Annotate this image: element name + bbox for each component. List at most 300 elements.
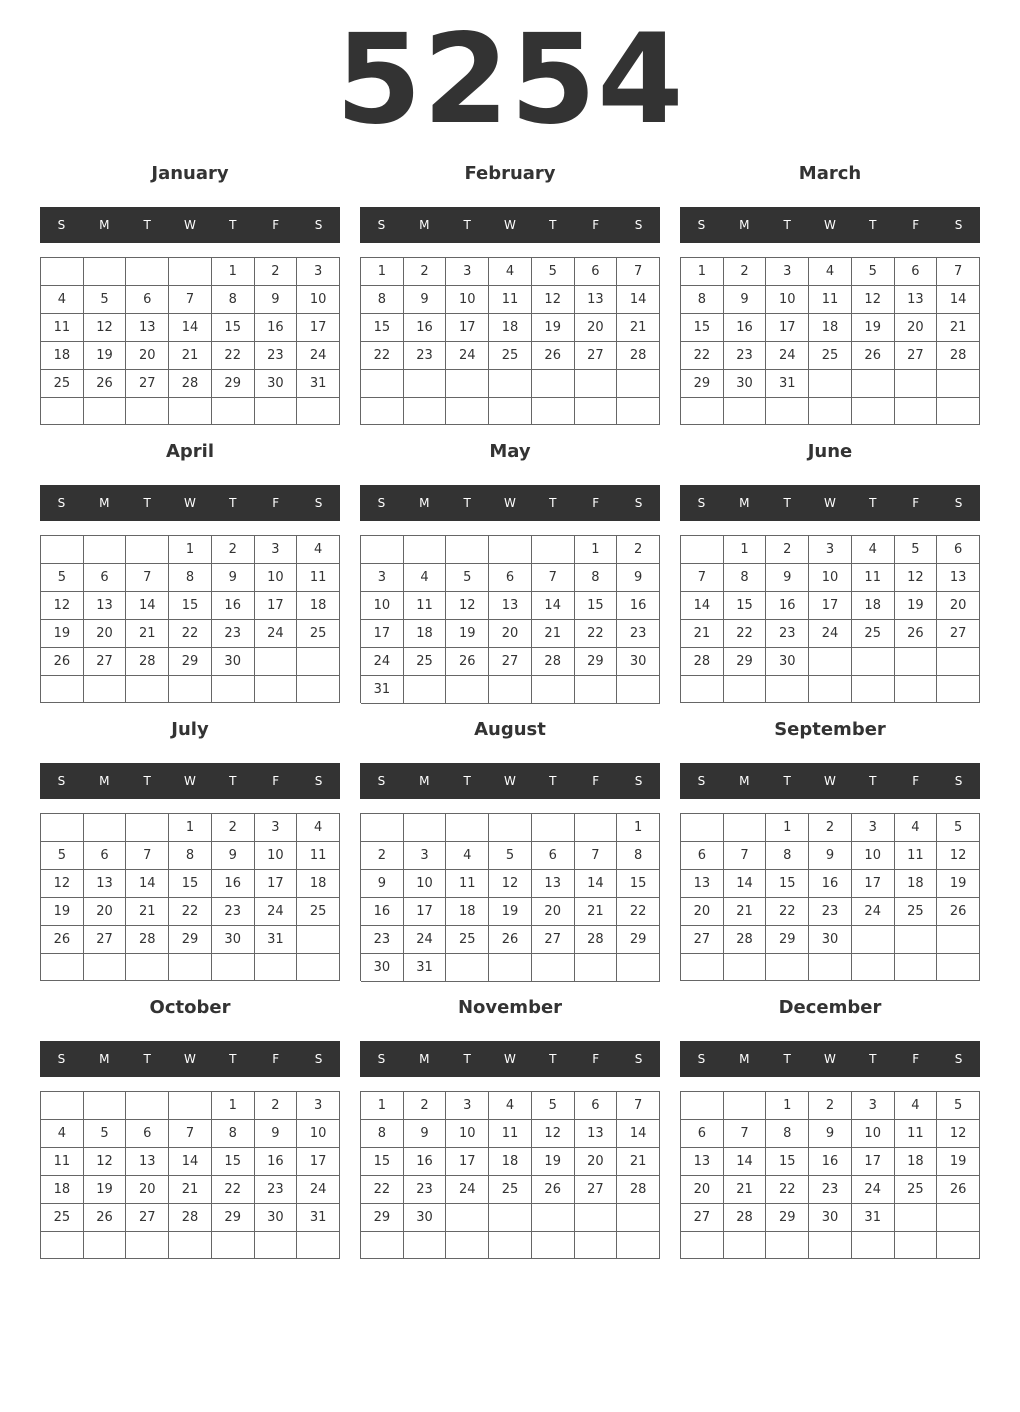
empty-day-cell [489, 814, 532, 842]
month-april [40, 434, 340, 712]
weekday-label: T [783, 774, 791, 788]
weekday-label: T [463, 496, 471, 510]
day-cell: 20 [84, 898, 127, 926]
day-cell: 14 [617, 1120, 660, 1148]
day-cell: 11 [489, 286, 532, 314]
empty-day-cell [84, 398, 127, 425]
month-august [360, 712, 660, 990]
day-cell: 11 [404, 592, 447, 620]
day-cell: 28 [937, 342, 980, 370]
day-cell: 24 [766, 342, 809, 370]
month-march [680, 156, 980, 434]
empty-day-cell [937, 926, 980, 954]
day-cell: 8 [212, 1120, 255, 1148]
day-cell: 24 [852, 1176, 895, 1204]
day-cell: 14 [724, 1148, 767, 1176]
day-cell: 24 [446, 342, 489, 370]
day-cell: 15 [681, 314, 724, 342]
empty-day-cell [937, 398, 980, 425]
day-cell: 12 [41, 592, 84, 620]
day-cell: 25 [809, 342, 852, 370]
empty-day-cell [809, 954, 852, 981]
empty-day-cell [895, 676, 938, 703]
day-grid [360, 535, 660, 703]
day-cell: 7 [169, 286, 212, 314]
day-cell: 29 [169, 926, 212, 954]
day-cell: 9 [724, 286, 767, 314]
weekday-label: F [592, 774, 600, 788]
weekday-label: T [549, 774, 557, 788]
empty-day-cell [84, 676, 127, 703]
day-cell: 3 [852, 1092, 895, 1120]
day-cell: 1 [361, 258, 404, 286]
day-cell: 8 [766, 1120, 809, 1148]
day-cell: 3 [297, 258, 340, 286]
day-cell: 15 [766, 1148, 809, 1176]
weekday-label: W [504, 774, 516, 788]
day-cell: 14 [169, 1148, 212, 1176]
empty-day-cell [766, 954, 809, 981]
weekday-label: W [184, 218, 196, 232]
day-cell: 24 [255, 898, 298, 926]
month-title: February [464, 163, 556, 184]
empty-day-cell [297, 676, 340, 703]
day-cell: 7 [617, 1092, 660, 1120]
empty-day-cell [809, 676, 852, 703]
day-cell: 5 [84, 286, 127, 314]
day-cell: 31 [297, 370, 340, 398]
day-cell: 1 [361, 1092, 404, 1120]
day-cell: 14 [575, 870, 618, 898]
day-cell: 10 [255, 564, 298, 592]
day-cell: 11 [895, 842, 938, 870]
day-grid [40, 535, 340, 703]
day-cell: 29 [724, 648, 767, 676]
day-cell: 14 [532, 592, 575, 620]
day-cell: 11 [41, 314, 84, 342]
day-cell: 14 [937, 286, 980, 314]
empty-day-cell [852, 954, 895, 981]
day-cell: 24 [361, 648, 404, 676]
day-cell: 16 [766, 592, 809, 620]
day-grid [360, 257, 660, 425]
empty-day-cell [297, 1232, 340, 1259]
weekday-label: M [99, 496, 110, 510]
weekday-label: W [184, 774, 196, 788]
day-cell: 17 [404, 898, 447, 926]
weekday-header [360, 1041, 660, 1077]
day-cell: 3 [852, 814, 895, 842]
day-cell: 20 [937, 592, 980, 620]
day-cell: 28 [681, 648, 724, 676]
day-cell: 26 [937, 1176, 980, 1204]
day-cell: 2 [809, 1092, 852, 1120]
empty-day-cell [766, 398, 809, 425]
day-cell: 12 [446, 592, 489, 620]
day-cell: 6 [937, 536, 980, 564]
empty-day-cell [681, 676, 724, 703]
day-cell: 15 [617, 870, 660, 898]
month-june [680, 434, 980, 712]
empty-day-cell [489, 676, 532, 704]
empty-day-cell [41, 536, 84, 564]
weekday-label: S [634, 774, 643, 788]
month-title: December [778, 997, 882, 1018]
weekday-label: T [549, 496, 557, 510]
day-cell: 24 [809, 620, 852, 648]
day-cell: 1 [766, 814, 809, 842]
day-cell: 19 [489, 898, 532, 926]
empty-day-cell [126, 676, 169, 703]
empty-day-cell [41, 1232, 84, 1259]
day-cell: 22 [169, 898, 212, 926]
weekday-label: M [739, 496, 750, 510]
empty-day-cell [532, 1204, 575, 1232]
day-cell: 25 [446, 926, 489, 954]
empty-day-cell [212, 954, 255, 981]
day-cell: 1 [169, 536, 212, 564]
day-cell: 30 [212, 926, 255, 954]
day-cell: 8 [361, 286, 404, 314]
empty-day-cell [895, 398, 938, 425]
empty-day-cell [809, 1232, 852, 1259]
weekday-label: T [463, 1052, 471, 1066]
day-cell: 2 [361, 842, 404, 870]
day-grid [40, 1091, 340, 1259]
day-cell: 7 [724, 842, 767, 870]
empty-day-cell [404, 398, 447, 426]
empty-day-cell [126, 954, 169, 981]
empty-day-cell [297, 954, 340, 981]
weekday-label: S [314, 774, 323, 788]
day-cell: 25 [489, 1176, 532, 1204]
day-cell: 27 [84, 926, 127, 954]
day-cell: 2 [255, 1092, 298, 1120]
day-cell: 8 [766, 842, 809, 870]
day-cell: 30 [809, 1204, 852, 1232]
day-cell: 22 [681, 342, 724, 370]
empty-day-cell [532, 676, 575, 704]
day-grid [360, 813, 660, 981]
day-cell: 23 [766, 620, 809, 648]
day-cell: 9 [809, 1120, 852, 1148]
day-cell: 31 [297, 1204, 340, 1232]
day-cell: 27 [681, 1204, 724, 1232]
day-cell: 1 [681, 258, 724, 286]
day-cell: 2 [766, 536, 809, 564]
day-cell: 13 [84, 592, 127, 620]
day-cell: 5 [895, 536, 938, 564]
day-cell: 22 [361, 1176, 404, 1204]
weekday-label: S [954, 496, 963, 510]
empty-day-cell [126, 814, 169, 842]
month-july [40, 712, 340, 990]
weekday-label: T [229, 1052, 237, 1066]
day-cell: 5 [84, 1120, 127, 1148]
weekday-label: W [824, 218, 836, 232]
empty-day-cell [681, 954, 724, 981]
month-october [40, 990, 340, 1268]
day-cell: 28 [169, 1204, 212, 1232]
day-cell: 7 [617, 258, 660, 286]
day-cell: 16 [617, 592, 660, 620]
weekday-label: S [697, 496, 706, 510]
months-grid [40, 156, 980, 1268]
day-cell: 12 [532, 1120, 575, 1148]
weekday-label: S [697, 774, 706, 788]
weekday-label: S [697, 1052, 706, 1066]
weekday-label: W [504, 496, 516, 510]
day-cell: 24 [255, 620, 298, 648]
day-cell: 28 [126, 926, 169, 954]
empty-day-cell [489, 370, 532, 398]
day-cell: 15 [212, 314, 255, 342]
day-cell: 27 [532, 926, 575, 954]
weekday-label: T [143, 218, 151, 232]
day-cell: 7 [169, 1120, 212, 1148]
day-cell: 15 [575, 592, 618, 620]
day-cell: 27 [575, 342, 618, 370]
empty-day-cell [212, 1232, 255, 1259]
day-cell: 3 [404, 842, 447, 870]
weekday-label: T [869, 1052, 877, 1066]
day-cell: 13 [895, 286, 938, 314]
month-title: August [474, 719, 546, 740]
day-cell: 20 [575, 1148, 618, 1176]
empty-day-cell [895, 1204, 938, 1232]
day-cell: 8 [169, 842, 212, 870]
weekday-header [40, 207, 340, 243]
day-cell: 24 [446, 1176, 489, 1204]
empty-day-cell [297, 398, 340, 425]
month-may [360, 434, 660, 712]
day-cell: 2 [255, 258, 298, 286]
day-cell: 13 [489, 592, 532, 620]
day-cell: 14 [617, 286, 660, 314]
weekday-header [40, 763, 340, 799]
day-cell: 16 [255, 314, 298, 342]
day-cell: 28 [724, 926, 767, 954]
weekday-label: M [419, 774, 430, 788]
day-cell: 5 [532, 258, 575, 286]
empty-day-cell [446, 1204, 489, 1232]
empty-day-cell [617, 1204, 660, 1232]
month-title: September [774, 719, 886, 740]
empty-day-cell [255, 398, 298, 425]
day-cell: 29 [766, 1204, 809, 1232]
empty-day-cell [766, 676, 809, 703]
day-cell: 22 [575, 620, 618, 648]
day-cell: 19 [937, 1148, 980, 1176]
day-cell: 30 [724, 370, 767, 398]
day-cell: 13 [126, 314, 169, 342]
day-grid [680, 1091, 980, 1259]
empty-day-cell [532, 536, 575, 564]
empty-day-cell [446, 536, 489, 564]
day-cell: 18 [852, 592, 895, 620]
day-cell: 13 [937, 564, 980, 592]
day-cell: 11 [895, 1120, 938, 1148]
weekday-label: S [634, 496, 643, 510]
weekday-label: F [272, 496, 280, 510]
day-cell: 5 [532, 1092, 575, 1120]
day-cell: 20 [575, 314, 618, 342]
empty-day-cell [681, 536, 724, 564]
day-cell: 24 [852, 898, 895, 926]
day-cell: 10 [297, 286, 340, 314]
day-cell: 3 [255, 536, 298, 564]
day-cell: 29 [681, 370, 724, 398]
day-cell: 13 [681, 870, 724, 898]
day-cell: 14 [126, 870, 169, 898]
empty-day-cell [617, 1232, 660, 1259]
day-cell: 4 [895, 1092, 938, 1120]
day-cell: 4 [489, 258, 532, 286]
day-cell: 31 [255, 926, 298, 954]
day-cell: 11 [852, 564, 895, 592]
month-february [360, 156, 660, 434]
day-cell: 29 [617, 926, 660, 954]
weekday-label: S [634, 1052, 643, 1066]
day-cell: 26 [489, 926, 532, 954]
day-cell: 13 [575, 1120, 618, 1148]
weekday-label: T [143, 774, 151, 788]
weekday-label: W [184, 496, 196, 510]
empty-day-cell [361, 536, 404, 564]
day-cell: 8 [575, 564, 618, 592]
weekday-label: W [504, 218, 516, 232]
weekday-label: S [57, 1052, 66, 1066]
empty-day-cell [212, 398, 255, 425]
empty-day-cell [169, 676, 212, 703]
day-cell: 18 [41, 342, 84, 370]
day-cell: 21 [724, 1176, 767, 1204]
day-cell: 7 [724, 1120, 767, 1148]
month-title: July [171, 719, 209, 740]
day-cell: 22 [617, 898, 660, 926]
empty-day-cell [852, 1232, 895, 1259]
day-cell: 15 [169, 870, 212, 898]
weekday-label: T [229, 218, 237, 232]
day-cell: 3 [361, 564, 404, 592]
weekday-label: T [869, 218, 877, 232]
day-cell: 6 [126, 1120, 169, 1148]
empty-day-cell [404, 676, 447, 704]
day-cell: 23 [255, 342, 298, 370]
day-cell: 26 [446, 648, 489, 676]
empty-day-cell [937, 1204, 980, 1232]
empty-day-cell [937, 1232, 980, 1259]
day-cell: 2 [617, 536, 660, 564]
weekday-label: S [377, 496, 386, 510]
month-title: May [489, 441, 531, 462]
empty-day-cell [575, 814, 618, 842]
weekday-label: T [549, 218, 557, 232]
empty-day-cell [297, 926, 340, 954]
empty-day-cell [532, 1232, 575, 1259]
day-cell: 23 [212, 620, 255, 648]
weekday-label: T [549, 1052, 557, 1066]
day-cell: 12 [41, 870, 84, 898]
day-cell: 23 [809, 898, 852, 926]
day-cell: 23 [404, 1176, 447, 1204]
month-title: April [165, 441, 215, 462]
day-cell: 8 [681, 286, 724, 314]
empty-day-cell [126, 258, 169, 286]
day-cell: 3 [809, 536, 852, 564]
empty-day-cell [724, 814, 767, 842]
day-cell: 10 [446, 1120, 489, 1148]
day-cell: 3 [446, 258, 489, 286]
day-cell: 1 [575, 536, 618, 564]
weekday-label: S [314, 1052, 323, 1066]
day-cell: 17 [809, 592, 852, 620]
weekday-label: F [592, 218, 600, 232]
day-cell: 2 [404, 1092, 447, 1120]
day-cell: 15 [169, 592, 212, 620]
day-cell: 29 [212, 1204, 255, 1232]
empty-day-cell [575, 676, 618, 704]
empty-day-cell [84, 1092, 127, 1120]
day-cell: 6 [489, 564, 532, 592]
weekday-label: M [419, 1052, 430, 1066]
empty-day-cell [169, 258, 212, 286]
day-cell: 18 [446, 898, 489, 926]
day-cell: 9 [212, 564, 255, 592]
day-cell: 16 [404, 1148, 447, 1176]
day-cell: 27 [895, 342, 938, 370]
day-cell: 18 [404, 620, 447, 648]
day-cell: 25 [404, 648, 447, 676]
month-january [40, 156, 340, 434]
day-cell: 6 [532, 842, 575, 870]
day-cell: 7 [937, 258, 980, 286]
day-cell: 25 [41, 370, 84, 398]
day-cell: 10 [404, 870, 447, 898]
empty-day-cell [126, 398, 169, 425]
day-cell: 17 [446, 314, 489, 342]
day-cell: 22 [169, 620, 212, 648]
day-cell: 15 [361, 314, 404, 342]
empty-day-cell [852, 676, 895, 703]
empty-day-cell [446, 954, 489, 982]
day-cell: 6 [84, 842, 127, 870]
day-cell: 4 [852, 536, 895, 564]
day-cell: 13 [681, 1148, 724, 1176]
day-cell: 27 [937, 620, 980, 648]
day-cell: 31 [361, 676, 404, 704]
empty-day-cell [575, 398, 618, 426]
day-cell: 4 [809, 258, 852, 286]
day-cell: 20 [681, 1176, 724, 1204]
day-cell: 15 [766, 870, 809, 898]
day-cell: 28 [169, 370, 212, 398]
day-cell: 5 [446, 564, 489, 592]
day-cell: 2 [212, 814, 255, 842]
day-cell: 20 [126, 342, 169, 370]
day-cell: 4 [297, 814, 340, 842]
day-cell: 3 [255, 814, 298, 842]
day-cell: 19 [446, 620, 489, 648]
day-cell: 26 [84, 1204, 127, 1232]
day-cell: 10 [297, 1120, 340, 1148]
day-cell: 23 [212, 898, 255, 926]
empty-day-cell [724, 676, 767, 703]
day-cell: 20 [532, 898, 575, 926]
day-cell: 12 [532, 286, 575, 314]
day-cell: 29 [212, 370, 255, 398]
weekday-label: F [592, 1052, 600, 1066]
